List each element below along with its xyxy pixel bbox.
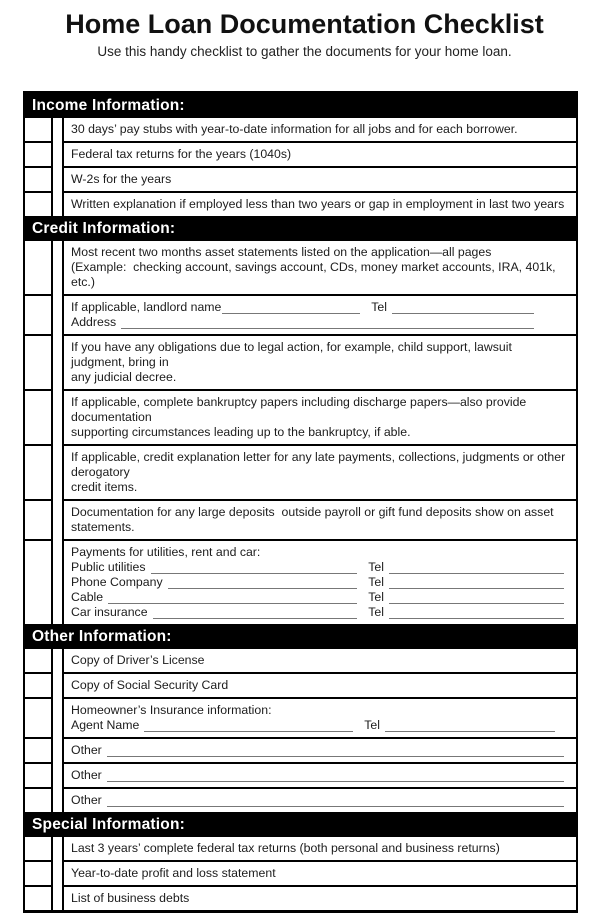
row-text-line: Documentation for any large deposits outside payroll or gift fund deposits show on asset statements.	[71, 505, 558, 534]
tel-blank-line[interactable]	[385, 720, 555, 732]
checklist-row	[25, 166, 576, 191]
field-label: Other	[71, 793, 102, 807]
row-text-line: Copy of Driver’s License	[71, 653, 205, 667]
row-text-line: If you have any obligations due to legal action, for example, child support, lawsuit judgment, bring in	[71, 340, 516, 369]
checklist-row	[25, 294, 576, 334]
field-label: Other	[71, 743, 102, 757]
blank-line[interactable]	[107, 770, 564, 782]
blank-line[interactable]	[108, 592, 357, 604]
row-text-cell	[62, 499, 576, 539]
checklist-row	[25, 737, 576, 762]
checklist-row	[25, 334, 576, 389]
form-field-line	[71, 718, 555, 733]
tel-label: Tel	[371, 300, 387, 314]
row-text-line: W-2s for the years	[71, 172, 172, 186]
row-text-cell	[62, 672, 576, 697]
row-text-line: Payments for utilities, rent and car:	[71, 545, 261, 559]
blank-line[interactable]	[151, 562, 358, 574]
row-text-line: Copy of Social Security Card	[71, 678, 229, 692]
checkbox[interactable]	[25, 837, 53, 860]
row-text-cell	[62, 444, 576, 499]
tel-label: Tel	[364, 718, 380, 732]
checklist-row	[25, 499, 576, 539]
column-gutter	[53, 389, 62, 444]
field-label: If applicable, landlord name	[71, 300, 222, 314]
row-text-line: If applicable, complete bankruptcy papers including discharge papers—also provide documentation	[71, 395, 530, 424]
tel-blank-line[interactable]	[389, 592, 564, 604]
field-label: Address	[71, 315, 117, 329]
row-text-line: 30 days’ pay stubs with year-to-date information for all jobs and for each borrower.	[71, 122, 518, 136]
checkbox[interactable]	[25, 860, 53, 885]
column-gutter	[53, 737, 62, 762]
form-field-line	[71, 793, 564, 808]
row-text-cell	[62, 118, 576, 141]
field-label: Cable	[71, 590, 104, 604]
column-gutter	[53, 787, 62, 812]
checkbox[interactable]	[25, 737, 53, 762]
checklist-row	[25, 539, 576, 624]
form-field-line	[71, 315, 534, 330]
row-text-cell	[62, 294, 576, 334]
checkbox[interactable]	[25, 389, 53, 444]
row-text-line: Homeowner’s Insurance information:	[71, 703, 272, 717]
checklist-row	[25, 444, 576, 499]
column-gutter	[53, 334, 62, 389]
blank-line[interactable]	[153, 607, 358, 619]
checkbox[interactable]	[25, 697, 53, 737]
column-gutter	[53, 118, 62, 141]
blank-line[interactable]	[144, 720, 353, 732]
blank-line[interactable]	[121, 317, 534, 329]
row-text-cell	[62, 241, 576, 294]
row-text-line: Last 3 years’ complete federal tax returns (both personal and business returns)	[71, 841, 500, 855]
checkbox[interactable]	[25, 334, 53, 389]
section-header-special: Special Information:	[25, 812, 576, 837]
tel-blank-line[interactable]	[392, 302, 534, 314]
tel-label: Tel	[368, 560, 384, 574]
checklist-row	[25, 191, 576, 216]
field-label: Other	[71, 768, 102, 782]
checkbox[interactable]	[25, 762, 53, 787]
checkbox[interactable]	[25, 885, 53, 910]
form-field-line	[71, 575, 564, 590]
checklist-row	[25, 649, 576, 672]
column-gutter	[53, 444, 62, 499]
row-text-cell	[62, 762, 576, 787]
row-text-cell	[62, 166, 576, 191]
form-field-line	[71, 560, 564, 575]
row-text-line: Most recent two months asset statements listed on the application—all pages	[71, 245, 492, 259]
column-gutter	[53, 697, 62, 737]
column-gutter	[53, 166, 62, 191]
column-gutter	[53, 649, 62, 672]
row-text-line: (Example: checking account, savings account, CDs, money market accounts, IRA, 401k, etc.)	[71, 260, 560, 289]
checkbox[interactable]	[25, 141, 53, 166]
form-field-line	[71, 300, 534, 315]
column-gutter	[53, 885, 62, 910]
row-text-cell	[62, 334, 576, 389]
field-label: Public utilities	[71, 560, 146, 574]
checkbox[interactable]	[25, 539, 53, 624]
checkbox[interactable]	[25, 191, 53, 216]
blank-line[interactable]	[222, 302, 360, 314]
checkbox[interactable]	[25, 499, 53, 539]
row-text-cell	[62, 539, 576, 624]
checklist-row	[25, 837, 576, 860]
row-text-line: credit items.	[71, 480, 138, 494]
row-text-cell	[62, 737, 576, 762]
form-field-line	[71, 743, 564, 758]
row-text-line: any judicial decree.	[71, 370, 177, 384]
column-gutter	[53, 837, 62, 860]
form-field-line	[71, 605, 564, 620]
column-gutter	[53, 241, 62, 294]
checklist-row	[25, 885, 576, 910]
checkbox[interactable]	[25, 787, 53, 812]
checklist-row	[25, 141, 576, 166]
row-text-cell	[62, 191, 576, 216]
checklist-row	[25, 762, 576, 787]
row-text-cell	[62, 649, 576, 672]
blank-line[interactable]	[168, 577, 358, 589]
checkbox[interactable]	[25, 294, 53, 334]
checkbox[interactable]	[25, 118, 53, 141]
tel-blank-line[interactable]	[389, 607, 564, 619]
checklist-row	[25, 389, 576, 444]
section-header-income: Income Information:	[25, 93, 576, 118]
field-label: Agent Name	[71, 718, 140, 732]
field-label: Phone Company	[71, 575, 163, 589]
checkbox[interactable]	[25, 166, 53, 191]
row-text-cell	[62, 787, 576, 812]
row-text-line: If applicable, credit explanation letter for any late payments, collections, judgments or other derogatory	[71, 450, 569, 479]
checklist-row	[25, 787, 576, 812]
tel-blank-line[interactable]	[389, 577, 564, 589]
checklist-row	[25, 672, 576, 697]
tel-label: Tel	[368, 590, 384, 604]
row-text-line: Written explanation if employed less than two years or gap in employment in last two years	[71, 197, 565, 211]
tel-blank-line[interactable]	[389, 562, 564, 574]
checklist-table	[23, 91, 578, 913]
section-header-credit: Credit Information:	[25, 216, 576, 241]
column-gutter	[53, 294, 62, 334]
checklist-row	[25, 241, 576, 294]
column-gutter	[53, 539, 62, 624]
page-title: Home Loan Documentation Checklist	[65, 9, 544, 39]
page-subtitle: Use this handy checklist to gather the documents for your home loan.	[97, 44, 512, 59]
row-text-cell	[62, 885, 576, 910]
checkbox[interactable]	[25, 241, 53, 294]
column-gutter	[53, 672, 62, 697]
field-label: Car insurance	[71, 605, 148, 619]
tel-label: Tel	[368, 575, 384, 589]
blank-line[interactable]	[107, 795, 564, 807]
row-text-cell	[62, 860, 576, 885]
checklist-row	[25, 860, 576, 885]
row-text-cell	[62, 389, 576, 444]
checkbox[interactable]	[25, 672, 53, 697]
row-text-line: List of business debts	[71, 891, 190, 905]
column-gutter	[53, 141, 62, 166]
checklist-row	[25, 697, 576, 737]
column-gutter	[53, 499, 62, 539]
row-text-cell	[62, 837, 576, 860]
row-text-line: Year-to-date profit and loss statement	[71, 866, 276, 880]
column-gutter	[53, 191, 62, 216]
checkbox[interactable]	[25, 444, 53, 499]
row-text-cell	[62, 697, 576, 737]
column-gutter	[53, 762, 62, 787]
row-text-cell	[62, 141, 576, 166]
form-field-line	[71, 590, 564, 605]
section-header-other: Other Information:	[25, 624, 576, 649]
blank-line[interactable]	[107, 745, 564, 757]
checklist-row	[25, 118, 576, 141]
row-text-line: supporting circumstances leading up to the bankruptcy, if able.	[71, 425, 411, 439]
form-field-line	[71, 768, 564, 783]
row-text-line: Federal tax returns for the years (1040s)	[71, 147, 292, 161]
column-gutter	[53, 860, 62, 885]
checkbox[interactable]	[25, 649, 53, 672]
tel-label: Tel	[368, 605, 384, 619]
